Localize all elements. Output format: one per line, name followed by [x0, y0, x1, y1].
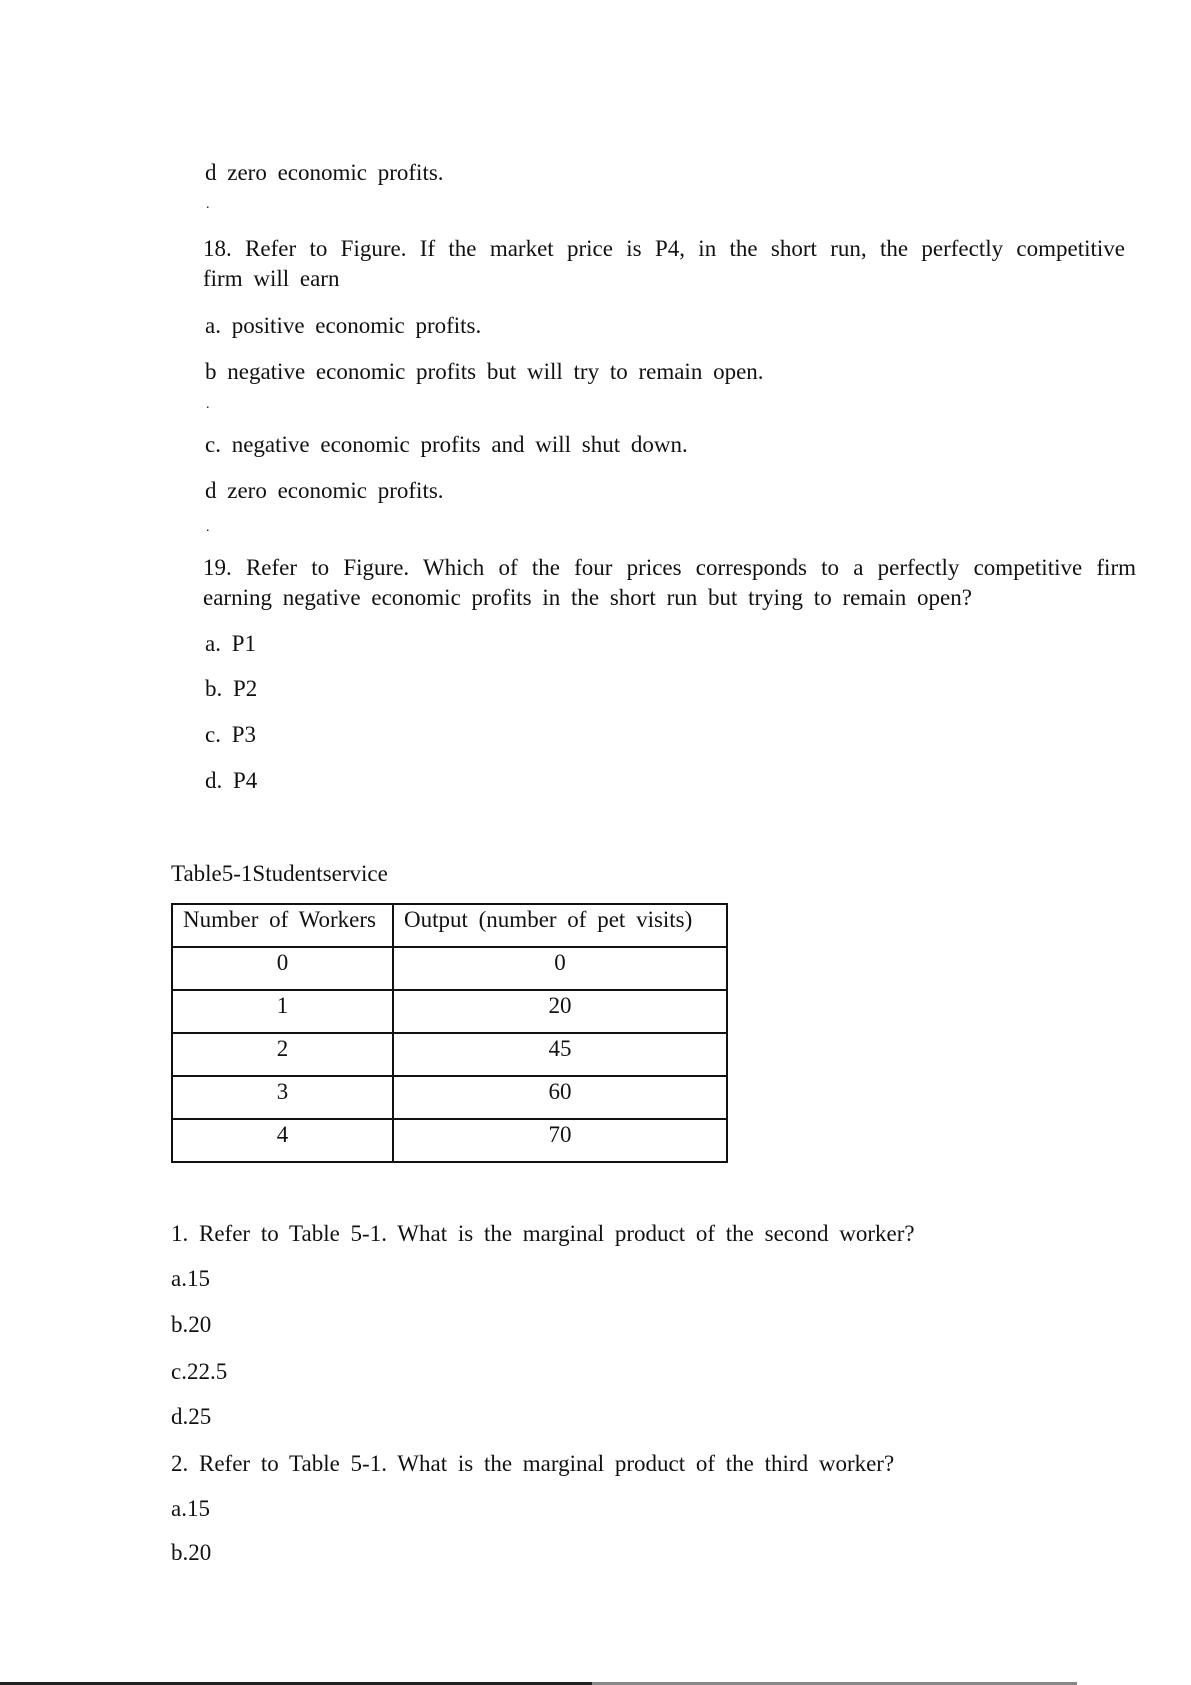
q18-option-d-dot: .: [206, 520, 210, 535]
production-table: [171, 903, 728, 1163]
cell-workers: 2: [172, 1033, 393, 1076]
table-row: [172, 1076, 727, 1119]
q18-option-a: a. positive economic profits.: [205, 313, 482, 338]
q17-option-d: d zero economic profits.: [205, 160, 444, 185]
q19-option-d: d. P4: [205, 768, 258, 793]
q2-option-b: b.20: [171, 1540, 212, 1565]
table-header-row: [172, 904, 727, 947]
q1-option-d: d.25: [171, 1404, 212, 1429]
q19-option-c: c. P3: [205, 722, 256, 747]
q17-option-d-dot: .: [206, 197, 210, 212]
cell-workers: 0: [172, 947, 393, 990]
header-workers: Number of Workers: [172, 904, 393, 947]
table-row: [172, 947, 727, 990]
q18-option-b-dot: .: [206, 397, 210, 412]
q19-option-b: b. P2: [205, 676, 258, 701]
cell-output: 45: [393, 1033, 727, 1076]
cell-output: 60: [393, 1076, 727, 1119]
q18-question: 18. Refer to Figure. If the market price is P4, in the short run, the perfectly competitive firm will earn: [203, 236, 1125, 291]
q2-question: 2. Refer to Table 5-1. What is the marginal product of the third worker?: [171, 1451, 895, 1476]
q19-question: 19. Refer to Figure. Which of the four prices corresponds to a perfectly competitive firm earning negative economic profits in the short run but trying to remain open?: [203, 555, 1136, 610]
cell-output: 0: [393, 947, 727, 990]
q19-option-a: a. P1: [205, 631, 256, 656]
cell-workers: 4: [172, 1119, 393, 1162]
cell-workers: 3: [172, 1076, 393, 1119]
q2-option-a: a.15: [171, 1496, 210, 1521]
q18-option-d: d zero economic profits.: [205, 478, 444, 503]
table-title: Table5-1Studentservice: [171, 861, 388, 886]
q1-option-c: c.22.5: [171, 1359, 228, 1384]
table-row: [172, 990, 727, 1033]
cell-output: 70: [393, 1119, 727, 1162]
q18-option-c: c. negative economic profits and will shut down.: [205, 432, 688, 457]
q1-option-a: a.15: [171, 1266, 210, 1291]
cell-workers: 1: [172, 990, 393, 1033]
table-row: [172, 1119, 727, 1162]
header-output: Output (number of pet visits): [393, 904, 727, 947]
q1-option-b: b.20: [171, 1312, 212, 1337]
cell-output: 20: [393, 990, 727, 1033]
q1-question: 1. Refer to Table 5-1. What is the marginal product of the second worker?: [171, 1221, 915, 1246]
q18-option-b: b negative economic profits but will try to remain open.: [205, 359, 764, 384]
table-row: [172, 1033, 727, 1076]
